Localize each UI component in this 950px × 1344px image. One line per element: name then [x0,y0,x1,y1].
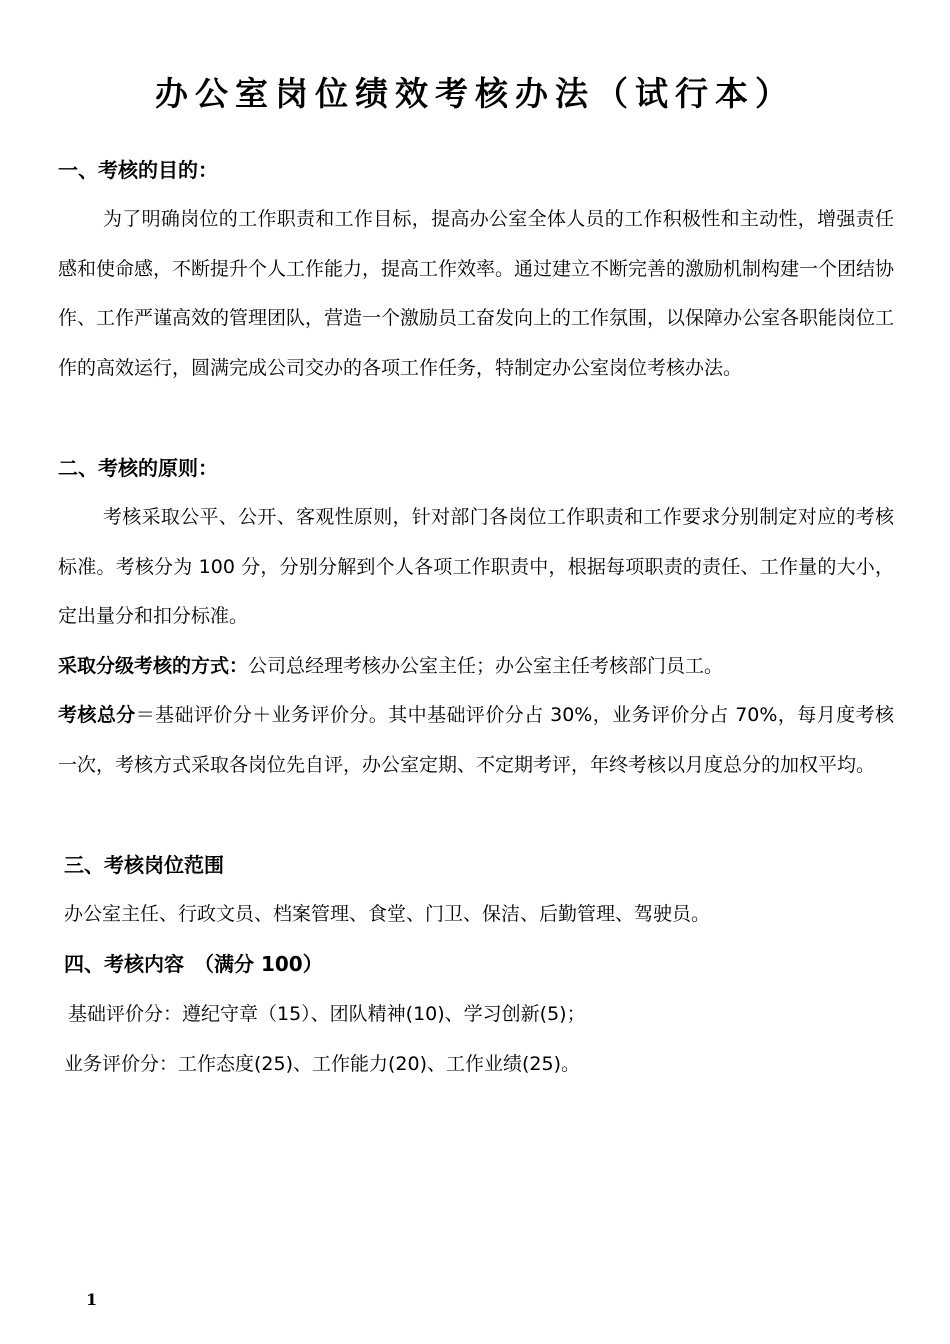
document-title: 办公室岗位绩效考核办法（试行本） [155,74,795,113]
principle-paragraph: 考核采取公平、公开、客观性原则，针对部门各岗位工作职责和工作要求分别制定对应的考核标准。考核分为 100 分，分别分解到个人各项工作职责中，根据每项职责的责任、工作量的大小，定出量分和扣分标准。 [58,506,894,627]
section-heading-content: 四、考核内容 （满分 100） [64,952,323,976]
assessment-method-label: 采取分级考核的方式： [58,655,249,677]
assessment-method-line [58,651,723,681]
section-heading-scope: 三、考核岗位范围 [64,853,224,877]
business-score-items: 业务评价分：工作态度(25)、工作能力(20)、工作业绩(25)。 [64,1053,581,1075]
total-score-text: ＝基础评价分＋业务评价分。其中基础评价分占 30%，业务评价分占 70%，每月度考核一次，考核方式采取各岗位先自评，办公室定期、不定期考评，年终考核以月度总分的加权平均。 [58,704,894,776]
page-number: 1 [86,1290,98,1309]
total-score-label: 考核总分 [58,704,136,726]
purpose-paragraph: 为了明确岗位的工作职责和工作目标，提高办公室全体人员的工作积极性和主动性，增强责任感和使命感，不断提升个人工作能力，提高工作效率。通过建立不断完善的激励机制构建一个团结协作、工作严谨高效的管理团队，营造一个激励员工奋发向上的工作氛围，以保障办公室各职能岗位工作的高效运行，圆满完成公司交办的各项工作任务，特制定办公室岗位考核办法。 [58,208,895,379]
basic-score-items: 基础评价分：遵纪守章（15）、团队精神(10)、学习创新(5)； [68,1003,586,1025]
section-heading-purpose: 一、考核的目的： [58,158,218,182]
total-score-paragraph [58,691,894,790]
scope-positions: 办公室主任、行政文员、档案管理、食堂、门卫、保洁、后勤管理、驾驶员。 [64,903,711,925]
section-heading-principle: 二、考核的原则： [58,456,218,480]
assessment-method-text: 公司总经理考核办公室主任；办公室主任考核部门员工。 [248,655,724,677]
